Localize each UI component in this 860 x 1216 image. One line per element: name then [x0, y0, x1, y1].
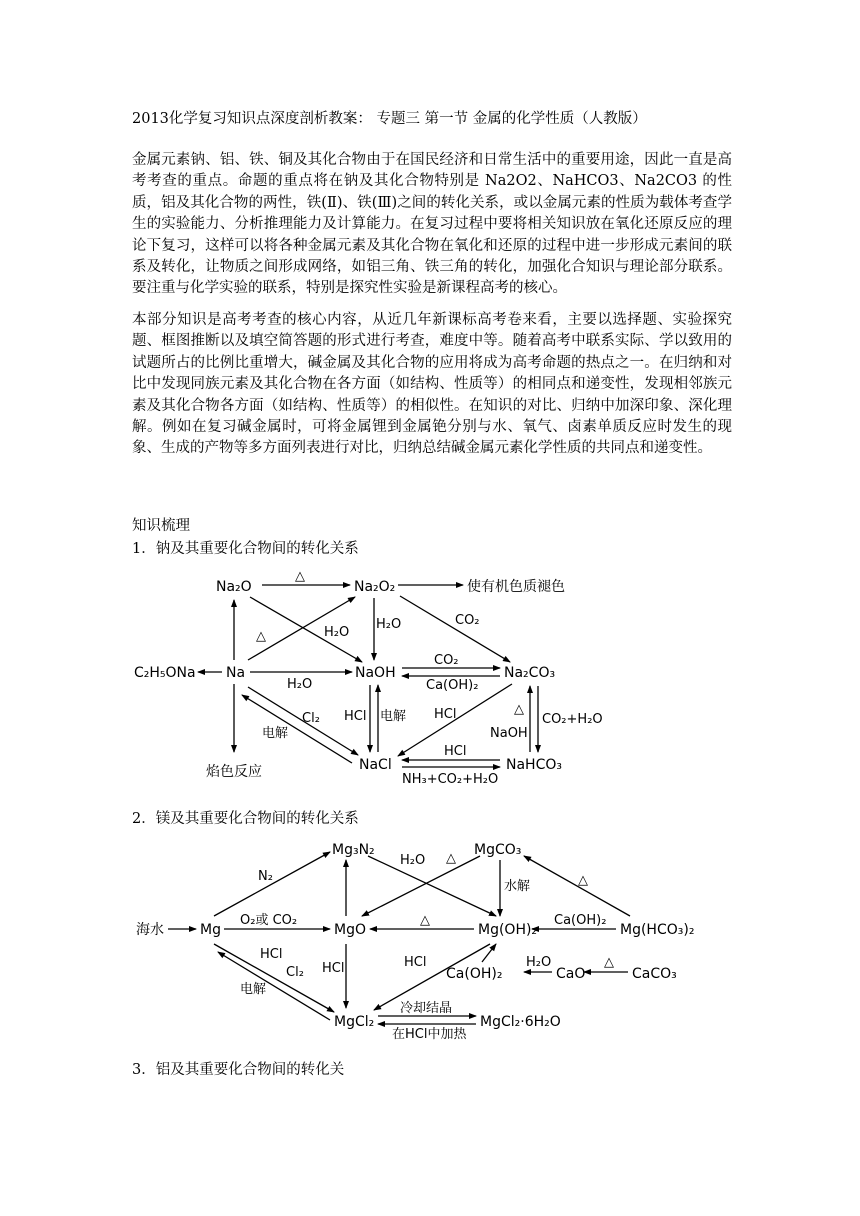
label-hcl: HCl [322, 961, 345, 976]
label-h2o: H₂O [376, 617, 402, 632]
label-h2o: H₂O [324, 625, 350, 640]
node-caoh2: Ca(OH)₂ [446, 966, 503, 982]
section-heading-aluminum: 3．铝及其重要化合物间的转化关 [132, 1062, 345, 1078]
node-nahco3: NaHCO₃ [506, 757, 562, 773]
label-electrolysis: 电解 [380, 709, 407, 724]
label-h2o: H₂O [526, 955, 552, 970]
arrow-mg-mg3n2 [214, 852, 330, 916]
node-mghco3: Mg(HCO₃)₂ [620, 922, 695, 938]
label-cl2: Cl₂ [286, 965, 304, 980]
node-mgcl2-6h2o: MgCl₂·6H₂O [480, 1014, 561, 1030]
label-caoh2: Ca(OH)₂ [554, 913, 607, 928]
node-caco3: CaCO₃ [632, 966, 677, 982]
node-mgoh2: Mg(OH)₂ [478, 922, 538, 938]
label-electrolysis: 电解 [262, 726, 289, 741]
label-delta: △ [578, 873, 588, 888]
label-hcl: HCl [404, 955, 427, 970]
node-na2o: Na₂O [216, 579, 252, 595]
arrow-mgcl2-mg [218, 952, 330, 1020]
node-mgcl2: MgCl₂ [334, 1014, 375, 1030]
label-naoh: NaOH [490, 726, 528, 741]
node-seawater: 海水 [136, 922, 164, 938]
node-na2o2: Na₂O₂ [354, 579, 396, 595]
label-n2: N₂ [258, 869, 273, 884]
node-flame: 焰色反应 [206, 764, 262, 780]
node-cao: CaO [556, 966, 586, 982]
label-co2: CO₂ [434, 653, 459, 668]
node-mgo: MgO [334, 922, 366, 938]
node-na2co3: Na₂CO₃ [504, 665, 556, 681]
label-hcl: HCl [434, 707, 457, 722]
label-delta: △ [514, 702, 524, 717]
label-delta: △ [446, 851, 456, 866]
label-delta: △ [256, 629, 266, 644]
label-hcl: HCl [444, 744, 467, 759]
node-c2h5ona: C₂H₅ONa [134, 665, 196, 681]
label-delta: △ [295, 569, 305, 584]
arrow-mg3n2-mgoh2 [368, 856, 496, 916]
intro-paragraph-2: 本部分知识是高考考查的核心内容，从近几年新课标高考卷来看，主要以选择题、实验探究题、框图推断以及填空简答题的形式进行考查，难度中等。随着高考中联系实际、学以致用的试题所占的比例比重增大，碱金属及其化合物的应用将成为高考命题的热点之一。在归纳和对比中发现同族元素及其化合物在各方面（如结构、性质等）的相同点和递变性，发现相邻族元素及其化合物各方面（如结构、性质等）的相似性。在知识的对比、归纳中加深印象、深化理解。例如在复习碱金属时，可将金属锂到金属铯分别与水、氧气、卤素单质反应时发生的现象、生成的产物等多方面列表进行对比，归纳总结碱金属元素化学性质的共同点和递变性。 [132, 312, 732, 457]
section-heading-sodium: 1．钠及其重要化合物间的转化关系 [132, 541, 359, 557]
node-mgco3: MgCO₃ [474, 842, 522, 858]
label-h2o: H₂O [400, 853, 426, 868]
label-co2-h2o: CO₂+H₂O [542, 712, 603, 727]
label-hcl: HCl [344, 709, 367, 724]
node-bleach: 使有机色质褪色 [467, 579, 565, 595]
label-h2o: H₂O [287, 677, 313, 692]
label-delta: △ [420, 913, 430, 928]
label-electrolysis: 电解 [240, 982, 267, 997]
label-heat-in-hcl: 在HCl中加热 [392, 1027, 467, 1042]
label-caoh2: Ca(OH)₂ [426, 678, 479, 693]
document-title: 2013化学复习知识点深度剖析教案： 专题三 第一节 金属的化学性质（人教版） [132, 111, 647, 127]
label-o2-or-co2: O₂或 CO₂ [240, 913, 298, 928]
label-nh3-co2-h2o: NH₃+CO₂+H₂O [402, 772, 499, 787]
intro-paragraph-1: 金属元素钠、铝、铁、铜及其化合物由于在国民经济和日常生活中的重要用途，因此一直是高考考查的重点。命题的重点将在钠及其化合物特别是 Na2O2、NaHCO3、Na2CO3 的性质，铝及其化合物的两性，铁(Ⅱ)、铁(Ⅲ)之间的转化关系，或以金属元素的性质为载体考查学生的实验能力、分析推理能力及计算能力。在复习过程中要将相关知识放在氧化还原反应的理论下复习，这样可以将各种金属元素及其化合物在氧化和还原的过程中进一步形成元素间的联系及转化，让物质之间形成网络，如铝三角、铁三角的转化，加强化合知识与理论部分联系。要注重与化学实验的联系，特别是探究性实验是新课程高考的核心。 [132, 152, 732, 297]
label-hydrolysis: 水解 [504, 879, 531, 894]
node-mg: Mg [200, 922, 221, 938]
label-co2: CO₂ [455, 613, 480, 628]
knowledge-heading: 知识梳理 [132, 518, 190, 534]
node-nacl: NaCl [359, 757, 392, 773]
node-naoh: NaOH [355, 665, 396, 681]
node-mg3n2: Mg₃N₂ [332, 842, 375, 858]
arrow-mghco3-mgco3 [524, 856, 630, 916]
label-cl2: Cl₂ [302, 711, 320, 726]
label-delta: △ [604, 955, 614, 970]
section-heading-magnesium: 2．镁及其重要化合物间的转化关系 [132, 811, 359, 827]
label-cool-crystallize: 冷却结晶 [400, 1001, 453, 1016]
node-na: Na [226, 665, 246, 681]
label-hcl: HCl [260, 947, 283, 962]
